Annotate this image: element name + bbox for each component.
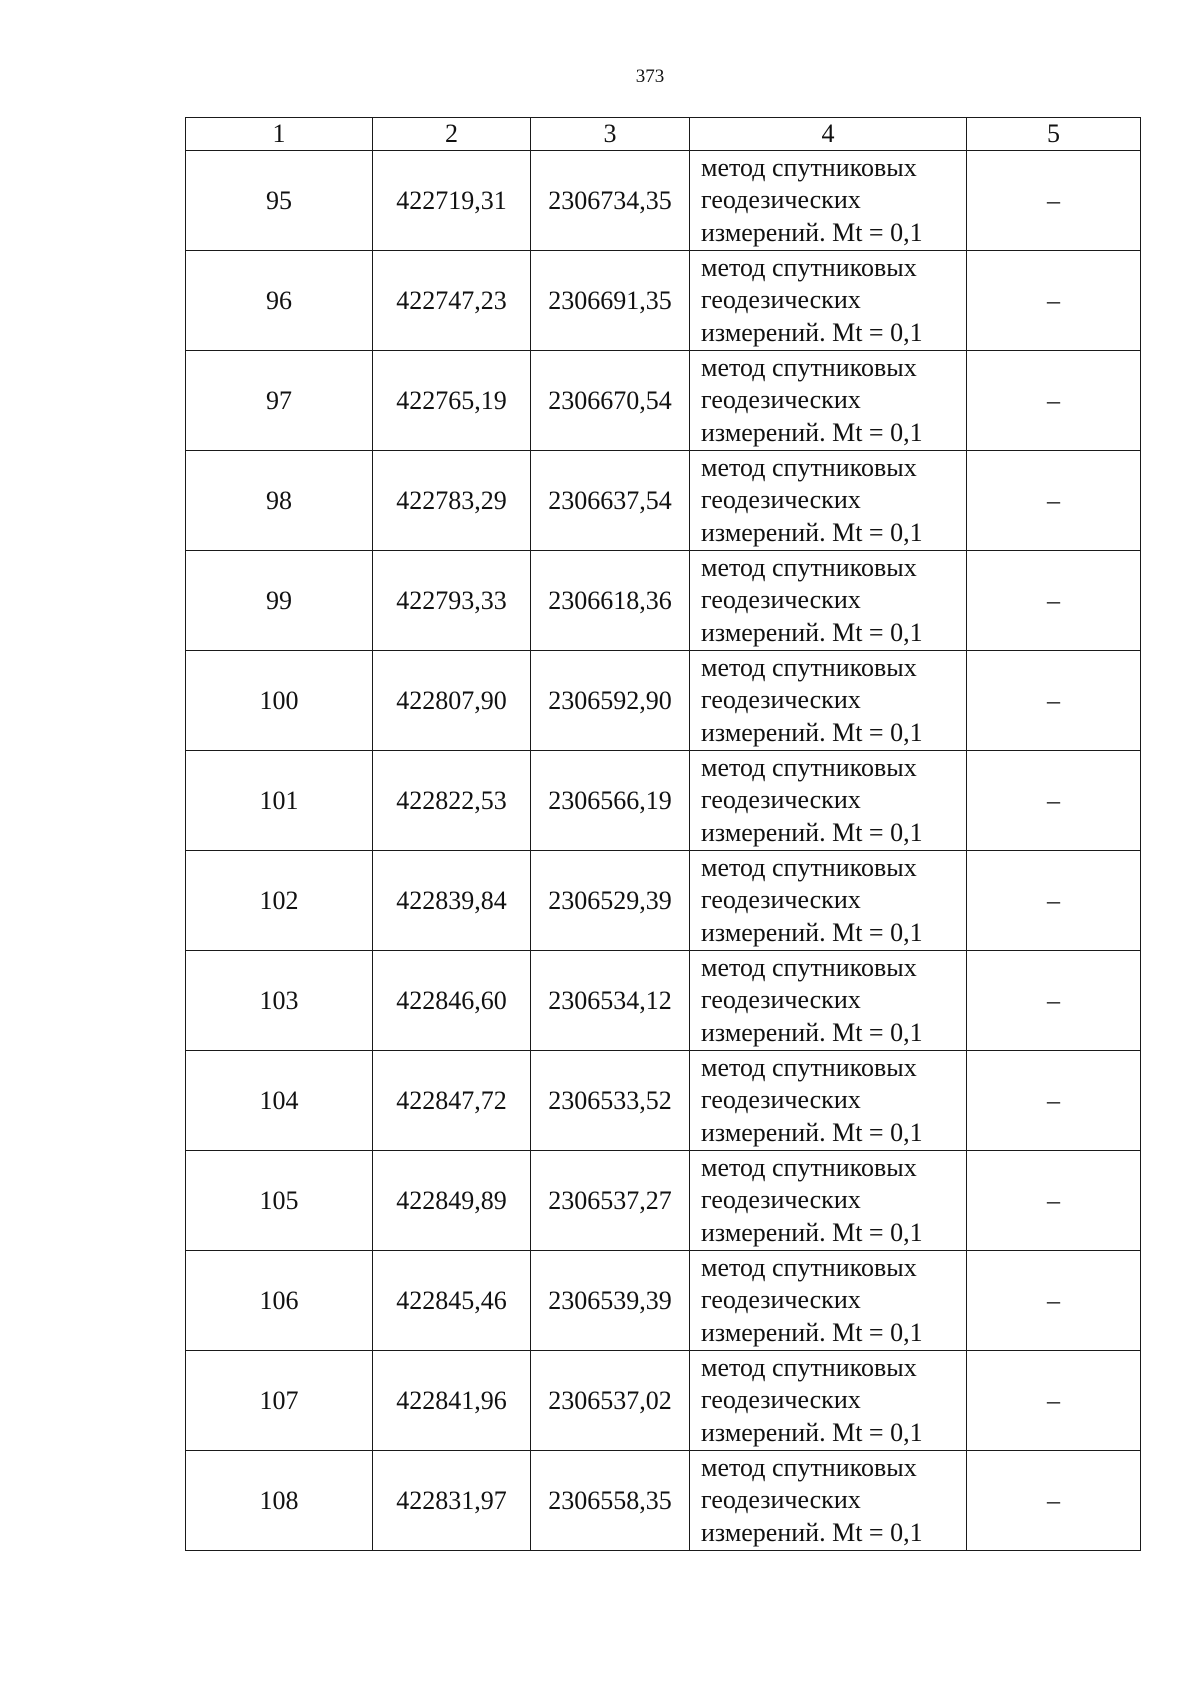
method-text-line: измерений. Mt = 0,1 <box>701 1017 923 1047</box>
point-number-cell: 106 <box>186 1251 373 1351</box>
y-coordinate-cell: 2306566,19 <box>531 751 690 851</box>
y-coordinate-cell: 2306637,54 <box>531 451 690 551</box>
method-text-line: метод спутниковых <box>701 1152 917 1182</box>
method-text-line: измерений. Mt = 0,1 <box>701 1417 923 1447</box>
table-row <box>186 651 1141 751</box>
y-coordinate-cell: 2306734,35 <box>531 151 690 251</box>
note-cell: – <box>967 251 1141 351</box>
method-text-line: геодезических <box>701 685 861 715</box>
y-coordinate-cell: 2306558,35 <box>531 1451 690 1551</box>
note-cell: – <box>967 1151 1141 1251</box>
note-cell: – <box>967 651 1141 751</box>
method-cell <box>690 751 967 851</box>
method-cell <box>690 851 967 951</box>
method-text-line: метод спутниковых <box>701 452 917 482</box>
table-row <box>186 1051 1141 1151</box>
method-cell <box>690 151 967 251</box>
method-text-line: метод спутниковых <box>701 352 917 382</box>
y-coordinate-cell: 2306618,36 <box>531 551 690 651</box>
header-col-4: 4 <box>690 118 967 151</box>
method-text-line: измерений. Mt = 0,1 <box>701 517 923 547</box>
method-text-line: метод спутниковых <box>701 1352 917 1382</box>
method-cell <box>690 1451 967 1551</box>
y-coordinate-cell: 2306537,02 <box>531 1351 690 1451</box>
method-text-line: измерений. Mt = 0,1 <box>701 317 923 347</box>
table-row <box>186 751 1141 851</box>
method-text-line: геодезических <box>701 1485 861 1515</box>
y-coordinate-cell: 2306534,12 <box>531 951 690 1051</box>
y-coordinate-cell: 2306592,90 <box>531 651 690 751</box>
header-col-5: 5 <box>967 118 1141 151</box>
method-text-line: измерений. Mt = 0,1 <box>701 1217 923 1247</box>
method-text-line: метод спутниковых <box>701 252 917 282</box>
y-coordinate-cell: 2306670,54 <box>531 351 690 451</box>
x-coordinate-cell: 422847,72 <box>373 1051 531 1151</box>
table-row <box>186 1351 1141 1451</box>
method-text-line: измерений. Mt = 0,1 <box>701 1517 923 1547</box>
method-cell <box>690 951 967 1051</box>
note-cell: – <box>967 551 1141 651</box>
method-text-line: метод спутниковых <box>701 1252 917 1282</box>
x-coordinate-cell: 422793,33 <box>373 551 531 651</box>
note-cell: – <box>967 851 1141 951</box>
page-number: 373 <box>635 66 665 87</box>
note-cell: – <box>967 1351 1141 1451</box>
table-row <box>186 251 1141 351</box>
method-text-line: метод спутниковых <box>701 752 917 782</box>
point-number-cell: 99 <box>186 551 373 651</box>
method-text-line: геодезических <box>701 785 861 815</box>
method-text-line: метод спутниковых <box>701 852 917 882</box>
point-number-cell: 102 <box>186 851 373 951</box>
method-text-line: метод спутниковых <box>701 652 917 682</box>
x-coordinate-cell: 422765,19 <box>373 351 531 451</box>
method-text-line: геодезических <box>701 585 861 615</box>
coordinates-table <box>185 117 1141 1551</box>
point-number-cell: 103 <box>186 951 373 1051</box>
x-coordinate-cell: 422719,31 <box>373 151 531 251</box>
point-number-cell: 100 <box>186 651 373 751</box>
method-text-line: метод спутниковых <box>701 1452 917 1482</box>
method-text-line: измерений. Mt = 0,1 <box>701 217 923 247</box>
table-header <box>186 118 1141 151</box>
point-number-cell: 108 <box>186 1451 373 1551</box>
method-text-line: метод спутниковых <box>701 552 917 582</box>
table-row <box>186 1451 1141 1551</box>
method-text-line: геодезических <box>701 885 861 915</box>
method-cell <box>690 1351 967 1451</box>
point-number-cell: 97 <box>186 351 373 451</box>
method-text-line: метод спутниковых <box>701 952 917 982</box>
method-text-line: измерений. Mt = 0,1 <box>701 1317 923 1347</box>
method-cell <box>690 1251 967 1351</box>
point-number-cell: 98 <box>186 451 373 551</box>
table-row <box>186 1251 1141 1351</box>
x-coordinate-cell: 422831,97 <box>373 1451 531 1551</box>
table-row <box>186 151 1141 251</box>
y-coordinate-cell: 2306533,52 <box>531 1051 690 1151</box>
x-coordinate-cell: 422822,53 <box>373 751 531 851</box>
x-coordinate-cell: 422849,89 <box>373 1151 531 1251</box>
note-cell: – <box>967 751 1141 851</box>
x-coordinate-cell: 422783,29 <box>373 451 531 551</box>
x-coordinate-cell: 422807,90 <box>373 651 531 751</box>
method-cell <box>690 551 967 651</box>
table-row <box>186 351 1141 451</box>
method-cell <box>690 1151 967 1251</box>
method-text-line: измерений. Mt = 0,1 <box>701 917 923 947</box>
note-cell: – <box>967 951 1141 1051</box>
y-coordinate-cell: 2306529,39 <box>531 851 690 951</box>
note-cell: – <box>967 151 1141 251</box>
method-text-line: геодезических <box>701 485 861 515</box>
point-number-cell: 95 <box>186 151 373 251</box>
method-text-line: геодезических <box>701 285 861 315</box>
table-row <box>186 1151 1141 1251</box>
x-coordinate-cell: 422841,96 <box>373 1351 531 1451</box>
y-coordinate-cell: 2306539,39 <box>531 1251 690 1351</box>
method-text-line: геодезических <box>701 985 861 1015</box>
x-coordinate-cell: 422846,60 <box>373 951 531 1051</box>
table-row <box>186 551 1141 651</box>
method-text-line: измерений. Mt = 0,1 <box>701 817 923 847</box>
x-coordinate-cell: 422845,46 <box>373 1251 531 1351</box>
header-col-2: 2 <box>373 118 531 151</box>
header-row <box>186 118 1141 151</box>
method-text-line: геодезических <box>701 185 861 215</box>
x-coordinate-cell: 422839,84 <box>373 851 531 951</box>
method-text-line: измерений. Mt = 0,1 <box>701 417 923 447</box>
method-text-line: геодезических <box>701 1285 861 1315</box>
method-text-line: геодезических <box>701 1385 861 1415</box>
point-number-cell: 96 <box>186 251 373 351</box>
table-row <box>186 951 1141 1051</box>
note-cell: – <box>967 351 1141 451</box>
note-cell: – <box>967 1051 1141 1151</box>
point-number-cell: 101 <box>186 751 373 851</box>
y-coordinate-cell: 2306691,35 <box>531 251 690 351</box>
header-col-3: 3 <box>531 118 690 151</box>
method-text-line: метод спутниковых <box>701 152 917 182</box>
method-text-line: измерений. Mt = 0,1 <box>701 617 923 647</box>
table-row <box>186 451 1141 551</box>
method-text-line: геодезических <box>701 385 861 415</box>
note-cell: – <box>967 1451 1141 1551</box>
method-cell <box>690 351 967 451</box>
point-number-cell: 105 <box>186 1151 373 1251</box>
y-coordinate-cell: 2306537,27 <box>531 1151 690 1251</box>
method-text-line: измерений. Mt = 0,1 <box>701 717 923 747</box>
point-number-cell: 107 <box>186 1351 373 1451</box>
note-cell: – <box>967 451 1141 551</box>
table-body <box>186 151 1141 1551</box>
method-text-line: измерений. Mt = 0,1 <box>701 1117 923 1147</box>
method-cell <box>690 1051 967 1151</box>
x-coordinate-cell: 422747,23 <box>373 251 531 351</box>
point-number-cell: 104 <box>186 1051 373 1151</box>
table-row <box>186 851 1141 951</box>
header-col-1: 1 <box>186 118 373 151</box>
note-cell: – <box>967 1251 1141 1351</box>
method-text-line: геодезических <box>701 1085 861 1115</box>
method-cell <box>690 651 967 751</box>
method-text-line: геодезических <box>701 1185 861 1215</box>
method-cell <box>690 451 967 551</box>
method-cell <box>690 251 967 351</box>
method-text-line: метод спутниковых <box>701 1052 917 1082</box>
